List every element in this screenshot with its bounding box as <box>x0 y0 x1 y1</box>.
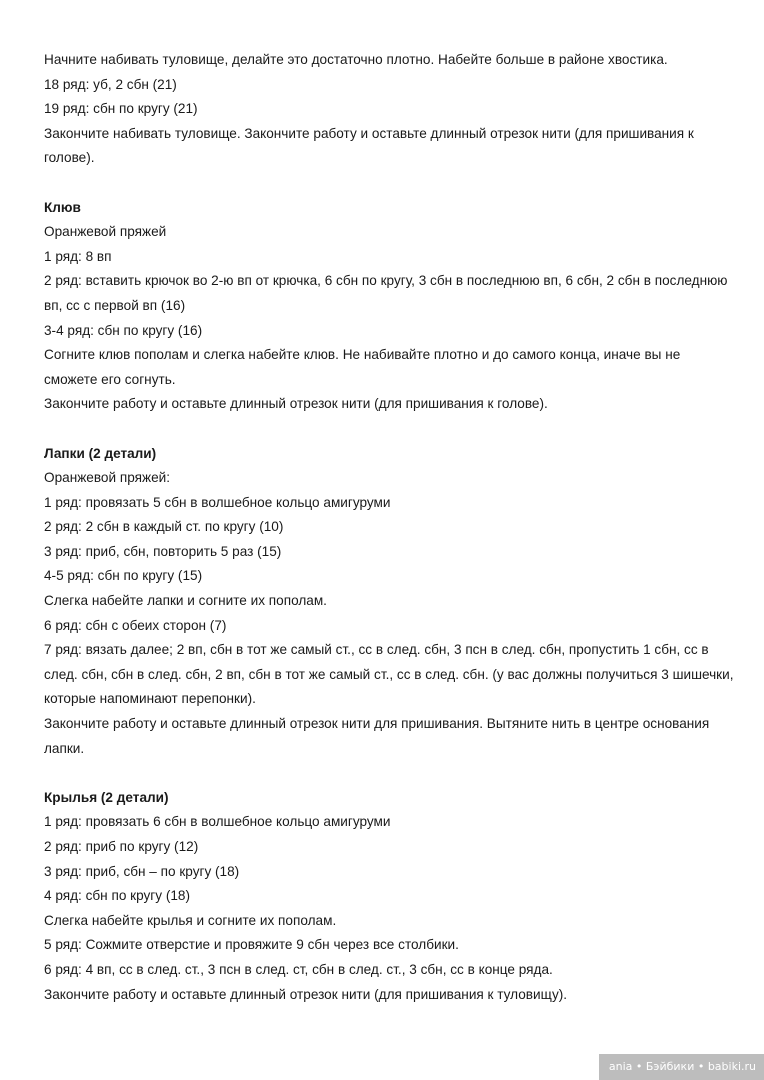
intro-line-1: Начните набивать туловище, делайте это достаточно плотно. Набейте больше в районе хвостика. <box>44 52 668 67</box>
wings-line-2: 2 ряд: приб по кругу (12) <box>44 839 199 854</box>
beak-heading: Клюв <box>44 199 81 215</box>
feet-line-4: 3 ряд: приб, сбн, повторить 5 раз (15) <box>44 543 282 559</box>
intro-row-19: 19 ряд: сбн по кругу (21) <box>44 101 198 117</box>
feet-line-3: 2 ряд: 2 сбн в каждый ст. по кругу (10) <box>44 519 284 535</box>
wings-line-4: 4 ряд: сбн по кругу (18) <box>44 888 191 904</box>
wings-line-5: Слегка набейте крылья и согните их пополам. <box>44 912 337 928</box>
feet-line-2: 1 ряд: провязать 5 сбн в волшебное кольцо амигуруми <box>44 494 391 510</box>
intro-line-finish: Закончите набивать туловище. Закончите работу и оставьте длинный отрезок нити (для пришивания к голове). <box>44 125 694 166</box>
wings-line-3: 3 ряд: приб, сбн – по кругу (18) <box>44 863 240 879</box>
feet-line-7: 6 ряд: сбн с обеих сторон (7) <box>44 617 227 633</box>
document-page <box>44 48 734 1007</box>
wings-line-8: Закончите работу и оставьте длинный отрезок нити (для пришивания к туловищу). <box>44 986 568 1002</box>
feet-line-8: 7 ряд: вязать далее; 2 вп, сбн в тот же самый ст., сс в след. сбн, 3 псн в след. сбн, пропустить 1 сбн, сс в след. сбн, сбн в след. сбн, 2 вп, сбн в тот же самый ст., сс в след. сбн. (у вас должны получиться 3 шишечки, которые напоминают перепонки). <box>44 642 734 707</box>
section-gap <box>44 171 734 196</box>
section-gap <box>44 417 734 442</box>
feet-line-1: Оранжевой пряжей: <box>44 470 171 486</box>
wings-line-7: 6 ряд: 4 вп, сс в след. ст., 3 псн в след. ст, сбн в след. ст., 3 сбн, сс в конце ряда. <box>44 961 553 977</box>
wings-line-1: 1 ряд: провязать 6 сбн в волшебное кольцо амигуруми <box>44 814 391 830</box>
wings-line-6: 5 ряд: Сожмите отверстие и провяжите 9 сбн через все столбики. <box>44 937 459 953</box>
feet-heading: Лапки (2 детали) <box>44 445 157 461</box>
beak-line-2: 1 ряд: 8 вп <box>44 248 112 264</box>
feet-line-6: Слегка набейте лапки и согните их пополам. <box>44 593 327 609</box>
beak-line-1: Оранжевой пряжей <box>44 224 167 240</box>
feet-line-5: 4-5 ряд: сбн по кругу (15) <box>44 568 203 584</box>
beak-line-6: Закончите работу и оставьте длинный отрезок нити (для пришивания к голове). <box>44 396 548 412</box>
beak-line-3: 2 ряд: вставить крючок во 2-ю вп от крючка, 6 сбн по кругу, 3 сбн в последнюю вп, 6 сбн, 2 сбн в последнюю вп, сс с первой вп (16) <box>44 273 728 313</box>
intro-row-18: 18 ряд: уб, 2 сбн (21) <box>44 76 177 92</box>
feet-line-9: Закончите работу и оставьте длинный отрезок нити для пришивания. Вытяните нить в центре основания лапки. <box>44 716 710 756</box>
site-watermark: ania • Бэйбики • babiki.ru <box>599 1054 764 1080</box>
wings-heading: Крылья (2 детали) <box>44 789 169 805</box>
beak-line-5: Согните клюв пополам и слегка набейте клюв. Не набивайте плотно и до самого конца, иначе вы не сможете его согнуть. <box>44 347 681 387</box>
beak-line-4: 3-4 ряд: сбн по кругу (16) <box>44 322 203 338</box>
section-gap <box>44 761 734 786</box>
